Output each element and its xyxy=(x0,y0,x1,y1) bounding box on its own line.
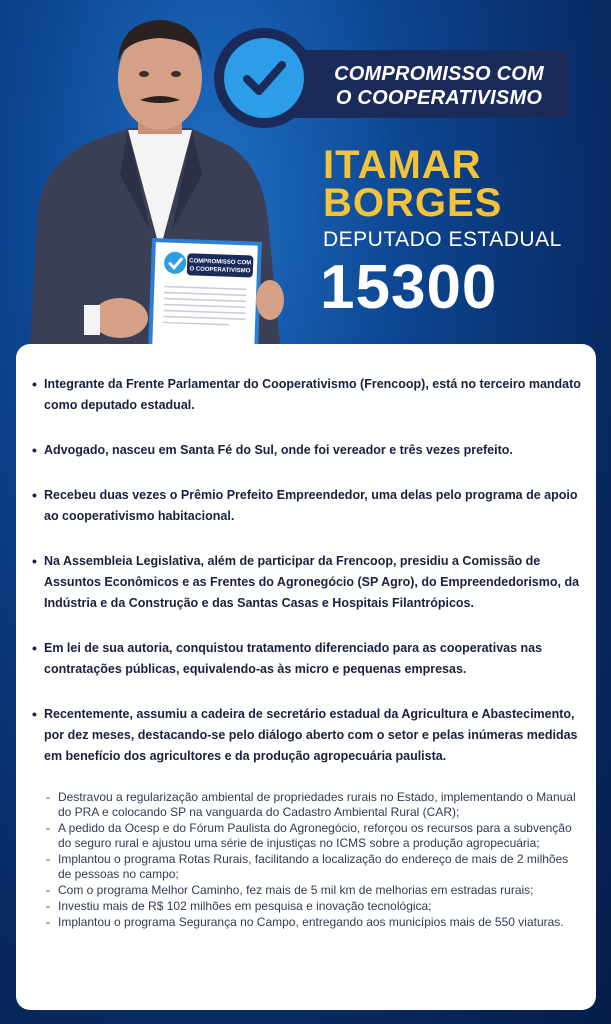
bullet-list xyxy=(34,374,582,791)
bullet-item: • Recebeu duas vezes o Prêmio Prefeito Empreendedor, uma delas pelo programa de apoio ao cooperativismo habitacional. xyxy=(34,485,582,527)
name-line2: BORGES xyxy=(323,181,503,225)
name-line1: ITAMAR xyxy=(323,143,482,187)
sub-item: - Investiu mais de R$ 102 milhões em pesquisa e inovação tecnológica; xyxy=(46,899,582,914)
sub-item: - Implantou o programa Segurança no Campo, entregando aos municípios mais de 550 viaturas. xyxy=(46,915,582,930)
sub-list xyxy=(46,790,582,931)
badge-line2: O COOPERATIVISMO xyxy=(335,87,543,109)
sub-item: - Com o programa Melhor Caminho, fez mais de 5 mil km de melhorias em estradas rurais; xyxy=(46,883,582,898)
doc-badge-line1: COMPROMISSO COM xyxy=(189,258,252,267)
bullet-item: • Advogado, nasceu em Santa Fé do Sul, onde foi vereador e três vezes prefeito. xyxy=(34,440,582,461)
candidate-role: DEPUTADO ESTADUAL xyxy=(323,228,562,251)
commitment-badge xyxy=(214,28,570,128)
check-badge xyxy=(214,28,314,128)
badge-line1: COMPROMISSO COM xyxy=(334,63,544,85)
bullet-item: • Recentemente, assumiu a cadeira de secretário estadual da Agricultura e Abastecimento, por dez meses, destacando-se pelo diálogo aberto com o setor e pelas inúmeras medidas em benefício dos agricultores e da produção agropecuária paulista. xyxy=(34,704,582,767)
doc-badge-line2: O COOPERATIVISMO xyxy=(189,266,251,275)
bullet-item: • Na Assembleia Legislativa, além de participar da Frencoop, presidiu a Comissão de Assuntos Econômicos e as Frentes do Agronegócio (SP Agro), do Empreendedorismo, da Indústria e da Construção e das Santas Casas e Hospitais Filantrópicos. xyxy=(34,551,582,614)
badge-text xyxy=(324,62,554,110)
candidate-number: 15300 xyxy=(320,253,498,322)
bullet-item: • Em lei de sua autoria, conquistou tratamento diferenciado para as cooperativas nas contratações públicas, equivalendo-as às micro e pequenas empresas. xyxy=(34,638,582,680)
info-card xyxy=(16,344,596,1010)
document xyxy=(148,238,262,345)
check-circle-inner xyxy=(224,38,304,118)
sub-item: - Implantou o programa Rotas Rurais, facilitando a localização do endereço de mais de 2 milhões de pessoas no campo; xyxy=(46,852,582,882)
sub-item: - A pedido da Ocesp e do Fórum Paulista do Agronegócio, reforçou os recursos para a subvenção do seguro rural e ajustou uma série de injustiças no ICMS sobre a produção agropecuária; xyxy=(46,821,582,851)
candidate-name xyxy=(323,143,503,225)
bullet-item: • Integrante da Frente Parlamentar do Cooperativismo (Frencoop), está no terceiro mandato como deputado estadual. xyxy=(34,374,582,416)
check-icon xyxy=(238,52,290,104)
sub-item: - Destravou a regularização ambiental de propriedades rurais no Estado, implementando o Manual do PRA e colocando SP na vanguarda do Cadastro Ambiental Rural (CAR); xyxy=(46,790,582,820)
